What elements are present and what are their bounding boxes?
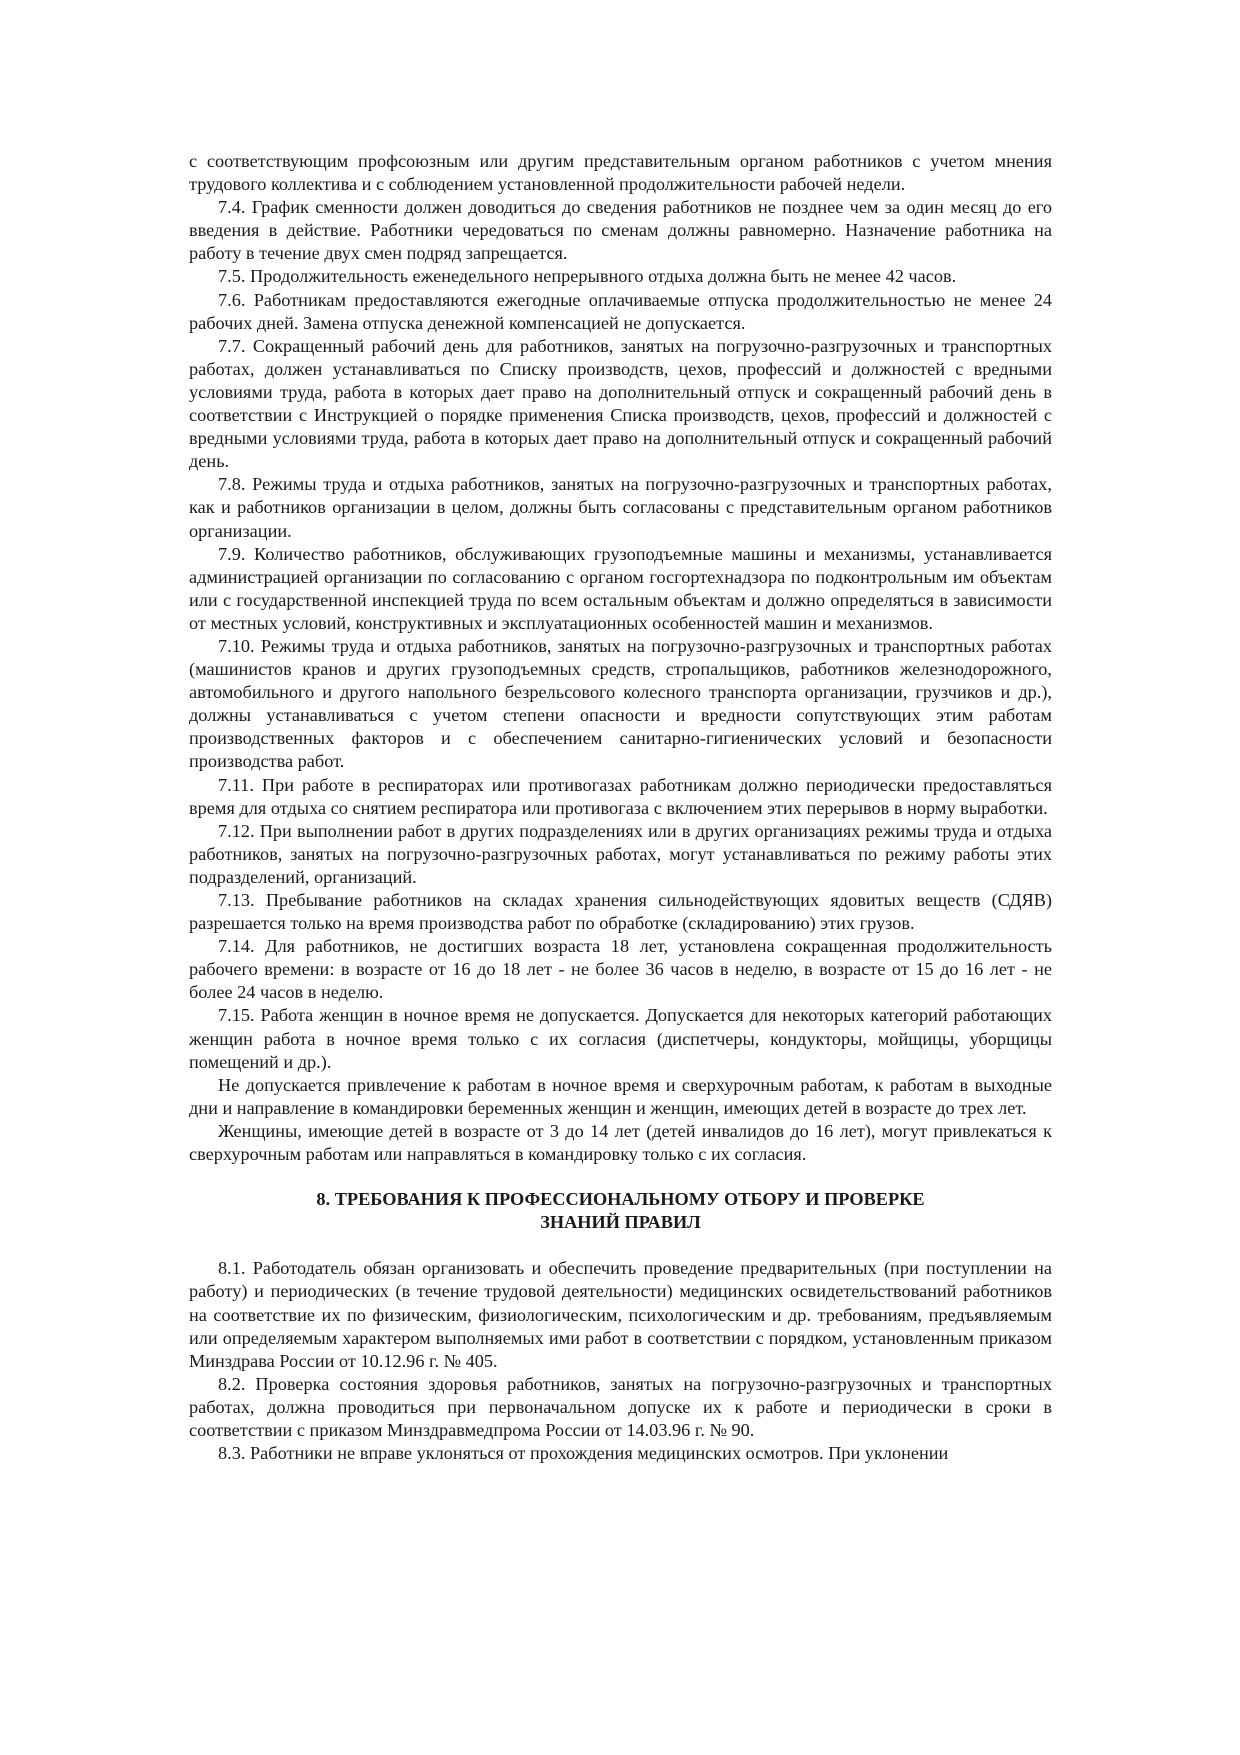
section-8-heading-line2: ЗНАНИЙ ПРАВИЛ	[540, 1212, 701, 1233]
paragraph-7-15: 7.15. Работа женщин в ночное время не допускается. Допускается для некоторых категорий работающих женщин работа в ночное время только с их согласия (диспетчеры, кондукторы, мойщицы, уборщицы помещений и др.).	[189, 1005, 1052, 1072]
paragraph-8-2: 8.2. Проверка состояния здоровья работников, занятых на погрузочно-разгрузочных и транспортных работах, должна проводиться при первоначальном допуске их к работе и периодически в сроки в соответствии с приказом Минздравмедпрома России от 14.03.96 г. № 90.	[189, 1373, 1052, 1440]
paragraph-7-9: 7.9. Количество работников, обслуживающих грузоподъемные машины и механизмы, устанавливается администрацией организации по согласованию с органом госгортехнадзора по подконтрольным им объектам или с государственной инспекцией труда по всем остальным объектам и должно определяться в зависимости от местных условий, конструктивных и эксплуатационных особенностей машин и механизмов.	[189, 543, 1052, 633]
paragraph-7-6: 7.6. Работникам предоставляются ежегодные оплачиваемые отпуска продолжительностью не менее 24 рабочих дней. Замена отпуска денежной компенсацией не допускается.	[189, 289, 1052, 333]
paragraph-7-5: 7.5. Продолжительность еженедельного непрерывного отдыха должна быть не менее 42 часов.	[218, 266, 957, 287]
section-8-heading	[189, 1188, 1052, 1234]
document-page	[189, 150, 1052, 1465]
paragraph-8-1: 8.1. Работодатель обязан организовать и обеспечить проведение предварительных (при поступлении на работу) и периодических (в течение трудовой деятельности) медицинских освидетельствований работников на соответствие их по физическим, физиологическим, психологическим и др. требованиям, предъявляемым или определяемым характером выполняемых ими работ в соответствии с порядком, установленным приказом Минздрава России от 10.12.96 г. № 405.	[189, 1258, 1052, 1371]
paragraph-women-children: Женщины, имеющие детей в возрасте от 3 до 14 лет (детей инвалидов до 16 лет), могут привлекаться к сверхурочным работам или направляться в командировку только с их согласия.	[189, 1120, 1052, 1165]
section-8-heading-line1: 8. ТРЕБОВАНИЯ К ПРОФЕССИОНАЛЬНОМУ ОТБОРУ И ПРОВЕРКЕ	[316, 1189, 925, 1210]
paragraph-7-13: 7.13. Пребывание работников на складах хранения сильнодействующих ядовитых веществ (СДЯВ) разрешается только на время производства работ по обработке (складированию) этих грузов.	[189, 890, 1052, 934]
paragraph-7-12: 7.12. При выполнении работ в других подразделениях или в других организациях режимы труда и отдыха работников, занятых на погрузочно-разгрузочных работах, могут устанавливаться по режиму работы этих подразделений, организаций.	[189, 820, 1052, 887]
paragraph-7-8: 7.8. Режимы труда и отдыха работников, занятых на погрузочно-разгрузочных и транспортных работах, как и работников организации в целом, должны быть согласованы с представительным органом работников организации.	[189, 474, 1052, 541]
paragraph-7-7: 7.7. Сокращенный рабочий день для работников, занятых на погрузочно-разгрузочных и транспортных работах, должен устанавливаться по Списку производств, цехов, профессий и должностей с вредными условиями труда, работа в которых дает право на дополнительный отпуск и сокращенный рабочий день в соответствии с Инструкцией о порядке применения Списка производств, цехов, профессий и должностей с вредными условиями труда, работа в которых дает право на дополнительный отпуск и сокращенный рабочий день.	[189, 335, 1052, 472]
paragraph-7-11: 7.11. При работе в респираторах или противогазах работникам должно периодически предоставляться время для отдыха со снятием респиратора или противогаза с включением этих перерывов в норму выработки.	[189, 774, 1052, 818]
paragraph-7-10: 7.10. Режимы труда и отдыха работников, занятых на погрузочно-разгрузочных и транспортных работах (машинистов кранов и других грузоподъемных средств, стропальщиков, работников железнодорожного, автомобильного и другого напольного безрельсового колесного транспорта организации, грузчиков и др.), должны устанавливаться с учетом степени опасности и вредности сопутствующих этим работам производственных факторов и с обеспечением санитарно-гигиенических условий и безопасности производства работ.	[189, 635, 1052, 772]
paragraph-7-14: 7.14. Для работников, не достигших возраста 18 лет, установлена сокращенная продолжительность рабочего времени: в возрасте от 16 до 18 лет - не более 36 часов в неделю, в возрасте от 15 до 16 лет - не более 24 часов в неделю.	[189, 936, 1052, 1003]
paragraph-7-4: 7.4. График сменности должен доводиться до сведения работников не позднее чем за один месяц до его введения в действие. Работники чередоваться по сменам должны равномерно. Назначение работника на работу в течение двух смен подряд запрещается.	[189, 197, 1052, 264]
paragraph-7-3-continuation: с соответствующим профсоюзным или другим представительным органом работников с учетом мнения трудового коллектива и с соблюдением установленной продолжительности рабочей недели.	[189, 151, 1052, 195]
paragraph-night-work: Не допускается привлечение к работам в ночное время и сверхурочным работам, к работам в выходные дни и направление в командировки беременных женщин и женщин, имеющих детей в возрасте до трех лет.	[189, 1074, 1052, 1118]
paragraph-8-3: 8.3. Работники не вправе уклоняться от прохождения медицинских осмотров. При уклонении	[218, 1443, 949, 1464]
